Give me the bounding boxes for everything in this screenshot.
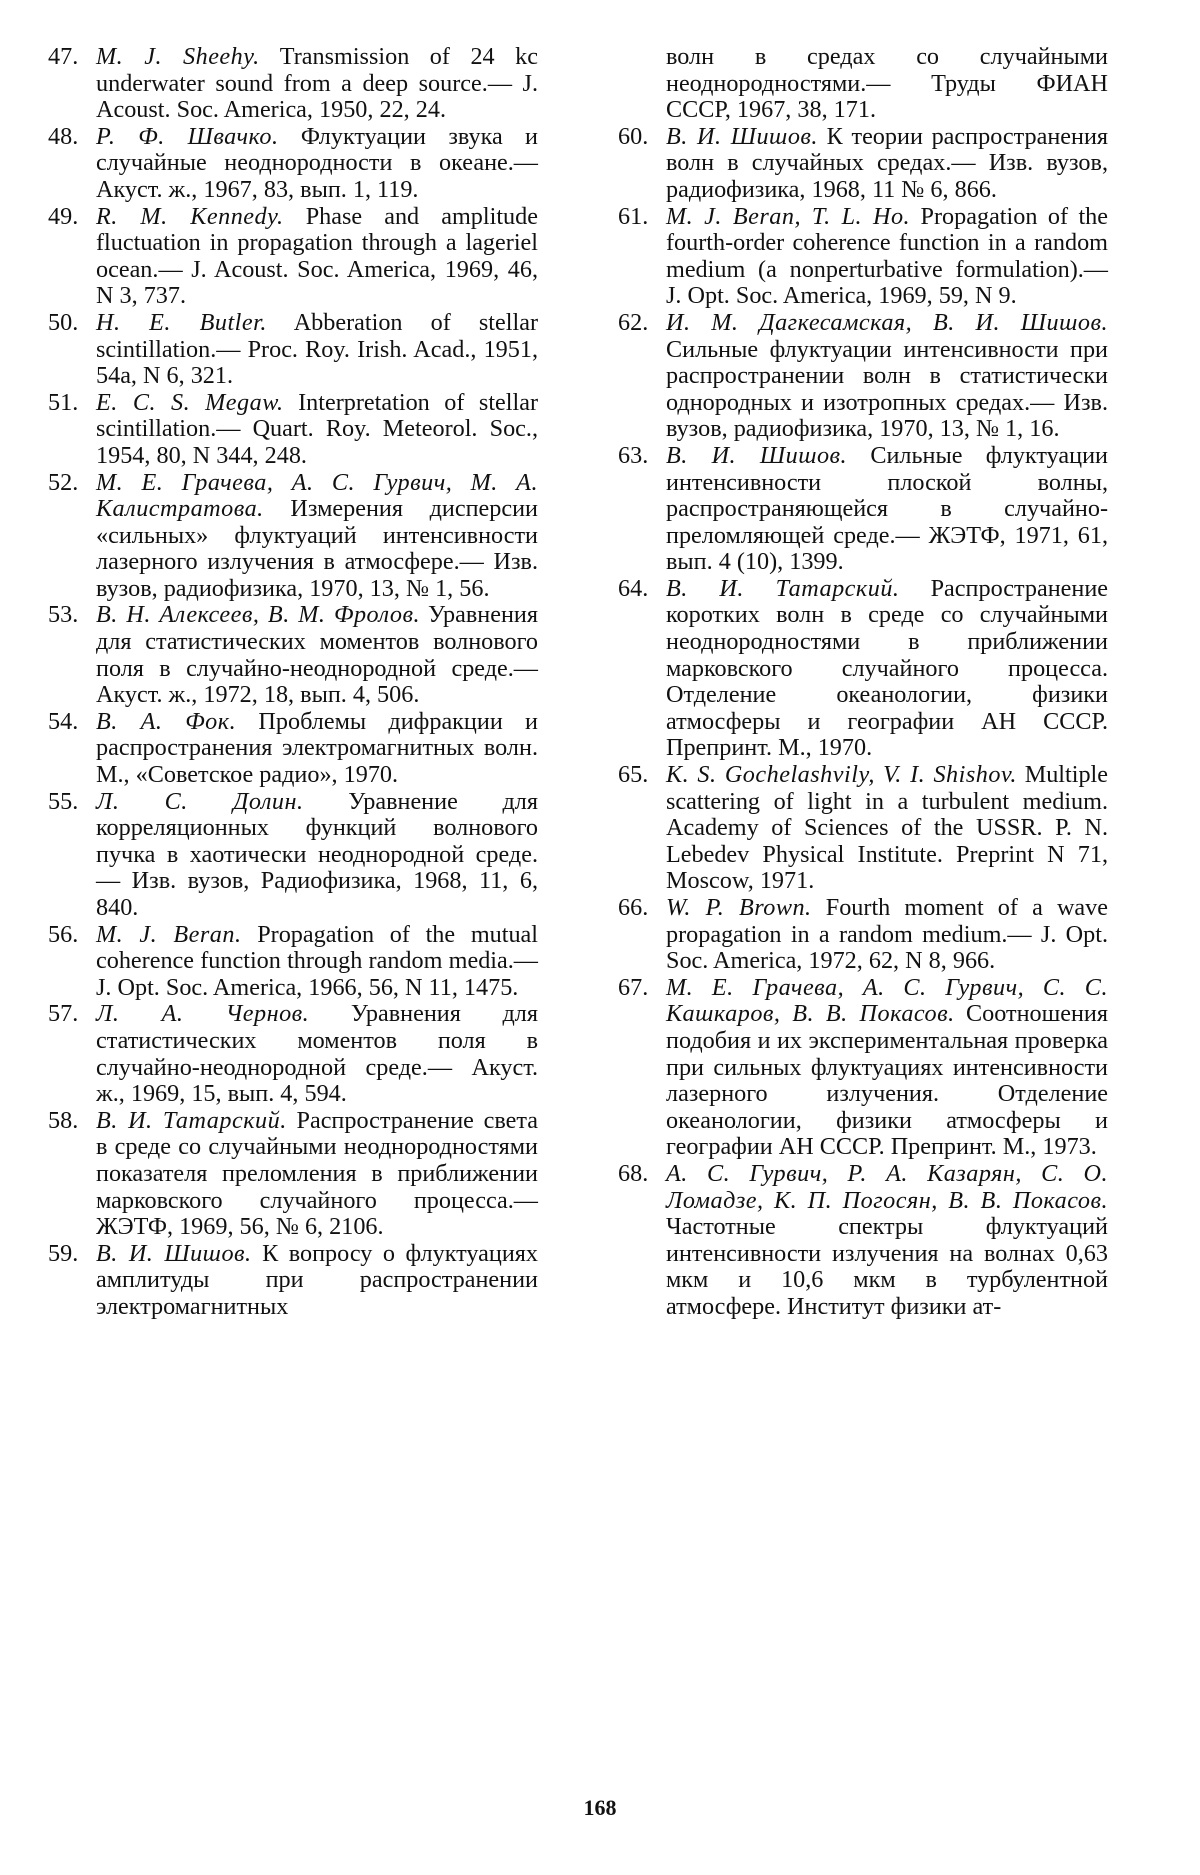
reference-entry <box>48 124 538 204</box>
reference-entry <box>48 310 538 390</box>
reference-authors: В. И. Шишов. <box>666 122 818 150</box>
reference-authors: И. М. Дагкесамская, В. И. Шишов. <box>666 308 1108 336</box>
reference-text: Propagation of the fourth-order coherence function in a random medium (a nonperturbative formulation).— J. Opt. Soc. America, 1969, 59, N 9. <box>666 202 1108 310</box>
reference-entry <box>48 390 538 470</box>
reference-text: Измерения дисперсии «сильных» флуктуаций интенсивности лазерного излучения в атмосфере.— Изв. вузов, радиофизика, 1970, 13, № 1, 56. <box>96 495 538 602</box>
reference-entry <box>48 1241 538 1321</box>
reference-number: 48. <box>48 122 79 150</box>
reference-entry <box>48 602 538 708</box>
reference-authors: В. И. Татарский. <box>96 1106 287 1134</box>
reference-text: волн в средах со случайными неоднородностями.— Труды ФИАН СССР, 1967, 38, 171. <box>666 43 1108 124</box>
reference-authors: Л. А. Чернов. <box>96 1000 310 1028</box>
reference-number: 49. <box>48 202 79 230</box>
reference-entry <box>618 895 1108 975</box>
reference-text: Уравнения для статистических моментов поля в случайно-неоднородной среде.— Акуст. ж., 1969, 15, вып. 4, 594. <box>96 1000 538 1108</box>
reference-number: 47. <box>48 43 79 70</box>
reference-number: 59. <box>48 1239 79 1267</box>
reference-authors: В. И. Татарский. <box>666 574 900 602</box>
reference-authors: E. C. S. Megaw. <box>96 388 284 416</box>
reference-text: Флуктуации звука и случайные неоднородности в океане.— Акуст. ж., 1967, 83, вып. 1, 119. <box>96 122 539 203</box>
reference-number: 66. <box>618 894 649 921</box>
reference-authors: Р. Ф. Швачко. <box>96 122 279 150</box>
reference-authors: В. А. Фок. <box>96 707 237 735</box>
reference-entry <box>48 789 538 922</box>
reference-authors: R. M. Kennedy. <box>96 202 284 230</box>
reference-text: Соотношения подобия и их экспериментальная проверка при сильных флуктуациях интенсивности лазерного излучения. Отделение океанологии, физики атмосферы и географии АН СССР. Препринт. М., 1973. <box>666 1000 1108 1161</box>
reference-text: К вопросу о флуктуациях амплитуды при распространении электромагнитных <box>96 1239 539 1320</box>
reference-entry <box>618 1161 1108 1321</box>
reference-entry <box>48 922 538 1002</box>
reference-entry <box>48 44 538 124</box>
reference-number: 68. <box>618 1159 649 1187</box>
reference-number: 60. <box>618 122 649 150</box>
reference-entry <box>618 762 1108 895</box>
page-number: 168 <box>583 1795 617 1820</box>
reference-text: Fourth moment of a wave propagation in a random medium.— J. Opt. Soc. America, 1972, 62, N 8, 966. <box>666 894 1108 975</box>
reference-text: Multiple scattering of light in a turbulent medium. Academy of Sciences of the USSR. P. N. Lebedev Physical Institute. Preprint N 71, Moscow, 1971. <box>666 761 1108 895</box>
reference-entry <box>48 470 538 603</box>
reference-entry <box>48 709 538 789</box>
reference-text: Распространение света в среде со случайными неоднородностями показателя преломления в приближении марковского случайного процесса.— ЖЭТФ, 1969, 56, № 6, 2106. <box>96 1106 538 1241</box>
left-column <box>48 44 538 1321</box>
reference-authors: В. Н. Алексеев, В. М. Фролов. <box>96 601 421 629</box>
reference-entry <box>48 1108 538 1241</box>
reference-text: Сильные флуктуации интенсивности плоской волны, распространяющейся в случайно-преломляющей среде.— ЖЭТФ, 1971, 61, вып. 4 (10), 1399. <box>666 441 1108 576</box>
reference-number: 53. <box>48 601 79 629</box>
reference-text: Abberation of stellar scintillation.— Proc. Roy. Irish. Acad., 1951, 54a, N 6, 321. <box>96 308 538 390</box>
reference-entry <box>48 1001 538 1107</box>
reference-authors: M. J. Beran. <box>96 920 242 948</box>
reference-authors: W. P. Brown. <box>666 894 812 921</box>
reference-text: Уравнения для статистических моментов волнового поля в случайно-неоднородной среде.— Акуст. ж., 1972, 18, вып. 4, 506. <box>96 601 538 709</box>
reference-authors: В. И. Шишов. <box>666 441 848 469</box>
reference-authors: M. J. Beran, T. L. Ho. <box>666 202 911 230</box>
reference-number: 61. <box>618 202 649 230</box>
reference-authors: Л. С. Долин. <box>96 787 304 815</box>
reference-text: Уравнение для корреляционных функций волнового пучка в хаотически неоднородной среде.— Изв. вузов, Радиофизика, 1968, 11, 6, 840. <box>96 787 538 921</box>
reference-entry <box>618 310 1108 443</box>
reference-number: 57. <box>48 1000 79 1028</box>
reference-number: 55. <box>48 787 79 815</box>
reference-entry <box>618 576 1108 762</box>
reference-text: Transmission of 24 kc underwater sound from a deep source.— J. Acoust. Soc. America, 1950, 22, 24. <box>96 43 538 124</box>
reference-number: 50. <box>48 308 79 336</box>
reference-entry <box>618 443 1108 576</box>
reference-text: Propagation of the mutual coherence function through random media.— J. Opt. Soc. America, 1966, 56, N 11, 1475. <box>96 920 538 1001</box>
reference-number: 62. <box>618 308 649 336</box>
reference-number: 54. <box>48 707 79 735</box>
reference-authors: M. J. Sheehy. <box>96 43 260 70</box>
reference-text: Interpretation of stellar scintillation.— Quart. Roy. Meteorol. Soc., 1954, 80, N 344, 248. <box>96 388 539 469</box>
right-column <box>618 44 1108 1321</box>
reference-number: 56. <box>48 920 79 948</box>
reference-authors: В. И. Шишов. <box>96 1239 252 1267</box>
reference-number: 64. <box>618 574 649 602</box>
reference-number: 51. <box>48 388 79 416</box>
reference-entry <box>48 204 538 310</box>
reference-authors: М. Е. Грачева, А. С. Гурвич, С. С. Кашкаров, В. В. Покасов. <box>666 973 1108 1028</box>
reference-entry <box>618 975 1108 1161</box>
reference-entry <box>618 204 1108 310</box>
reference-number: 67. <box>618 973 649 1001</box>
reference-authors: А. С. Гурвич, Р. А. Казарян, С. О. Ломадзе, К. П. Погосян, В. В. Покасов. <box>666 1159 1108 1214</box>
reference-authors: М. Е. Грачева, А. С. Гурвич, М. А. Калистратова. <box>96 468 538 523</box>
reference-text: Phase and amplitude fluctuation in propagation through a lageriel ocean.— J. Acoust. Soc. America, 1969, 46, N 3, 737. <box>96 202 538 310</box>
reference-text: Проблемы дифракции и распространения электромагнитных волн. М., «Советское радио», 1970. <box>96 707 538 789</box>
reference-text: Распространение коротких волн в среде со случайными неоднородностями в приближении марковского случайного процесса. Отделение океанологии, физики атмосферы и географии АН СССР. Препринт. М., 1970. <box>666 574 1109 762</box>
reference-entry <box>618 124 1108 204</box>
reference-text: К теории распространения волн в случайных средах.— Изв. вузов, радиофизика, 1968, 11 № 6, 866. <box>666 122 1109 203</box>
reference-text: Частотные спектры флуктуаций интенсивности излучения на волнах 0,63 мкм и 10,6 мкм в турбулентной атмосфере. Институт физики ат- <box>666 1213 1108 1320</box>
reference-number: 63. <box>618 441 649 469</box>
reference-authors: K. S. Gochelashvily, V. I. Shishov. <box>666 761 1017 789</box>
reference-number: 52. <box>48 468 79 496</box>
reference-number: 58. <box>48 1106 79 1134</box>
reference-number: 65. <box>618 761 649 789</box>
reference-authors: H. E. Butler. <box>96 308 267 336</box>
reference-entry <box>618 44 1108 124</box>
reference-text: Сильные флуктуации интенсивности при распространении волн в статистически однородных и изотропных средах.— Изв. вузов, радиофизика, 1970, 13, № 1, 16. <box>666 335 1108 443</box>
